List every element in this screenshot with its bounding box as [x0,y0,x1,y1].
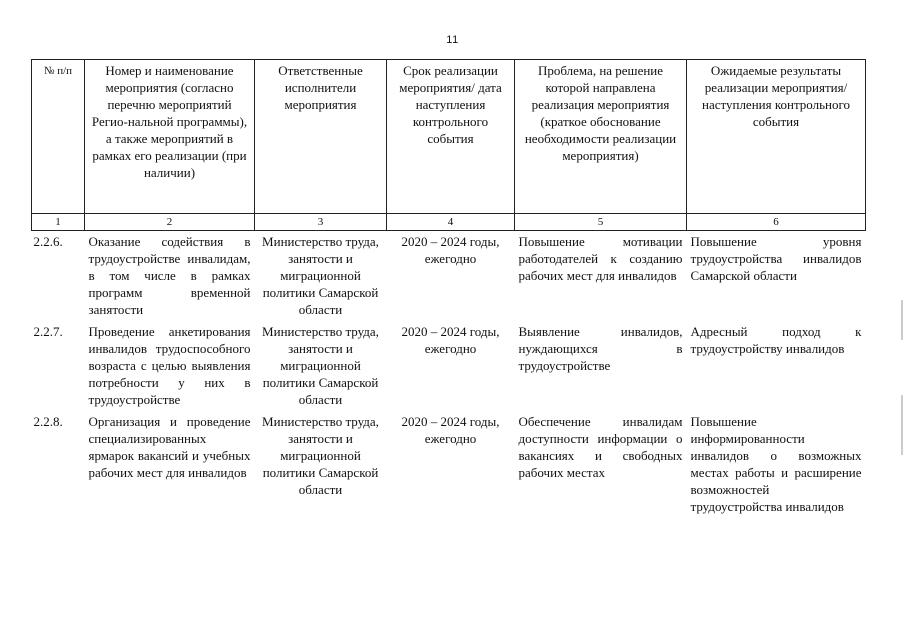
table-row [32,411,866,518]
header-expected-results: Ожидаемые результаты реализации мероприятия/ наступления контрольного события [687,60,866,214]
column-number: 4 [387,214,515,231]
row-number: 2.2.7. [33,324,63,339]
expected-result: Повышение уровня трудоустройства инвалидов Самарской области [690,234,862,283]
header-executors: Ответственные исполнители мероприятия [255,60,387,214]
page-number: 11 [446,34,459,46]
problem: Обеспечение инвалидам доступности информации о вакансиях и свободных рабочих местах [518,414,683,480]
column-number: 1 [32,214,85,231]
executor: Министерство труда, занятости и миграционной политики Самарской области [262,234,379,317]
header-number: № п/п [32,60,85,214]
executor: Министерство труда, занятости и миграционной политики Самарской области [262,414,379,497]
column-number: 5 [515,214,687,231]
row-number: 2.2.8. [33,414,63,429]
header-measure-name: Номер и наименование мероприятия (согласно перечню мероприятий Регио-нальной программы), а также мероприятий в рамках его реализации (при наличии) [85,60,255,214]
problem: Выявление инвалидов, нуждающихся в трудоустройстве [518,324,683,373]
term: 2020 – 2024 годы, ежегодно [401,324,500,356]
header-term: Срок реализации мероприятия/ дата наступления контрольного события [387,60,515,214]
measure-name: Проведение анкетирования инвалидов трудоспособного возраста с целью выявления потребности у них в трудоустройстве [88,324,251,407]
column-number: 3 [255,214,387,231]
measures-table [31,59,866,518]
column-number: 6 [687,214,866,231]
header-row [32,60,866,214]
problem: Повышение мотивации работодателей к созданию рабочих мест для инвалидов [518,234,683,283]
column-number-row [32,214,866,231]
measure-name: Организация и проведение специализированных ярмарок вакансий и учебных рабочих мест для инвалидов [88,414,251,480]
executor: Министерство труда, занятости и миграционной политики Самарской области [262,324,379,407]
header-problem: Проблема, на решение которой направлена реализация мероприятия (краткое обоснование необходимости реализации мероприятия) [515,60,687,214]
table-row [32,231,866,322]
scan-edge-mark [901,300,903,340]
expected-result: Повышение информированности инвалидов о возможных местах работы и расширение возможностей трудоустройства инвалидов [690,414,862,514]
expected-result: Адресный подход к трудоустройству инвалидов [690,324,862,356]
column-number: 2 [85,214,255,231]
table-row [32,321,866,411]
row-number: 2.2.6. [33,234,63,249]
term: 2020 – 2024 годы, ежегодно [401,414,500,446]
term: 2020 – 2024 годы, ежегодно [401,234,500,266]
measure-name: Оказание содействия в трудоустройстве инвалидам, в том числе в рамках программ временной занятости [88,234,251,317]
scan-edge-mark [901,395,903,455]
